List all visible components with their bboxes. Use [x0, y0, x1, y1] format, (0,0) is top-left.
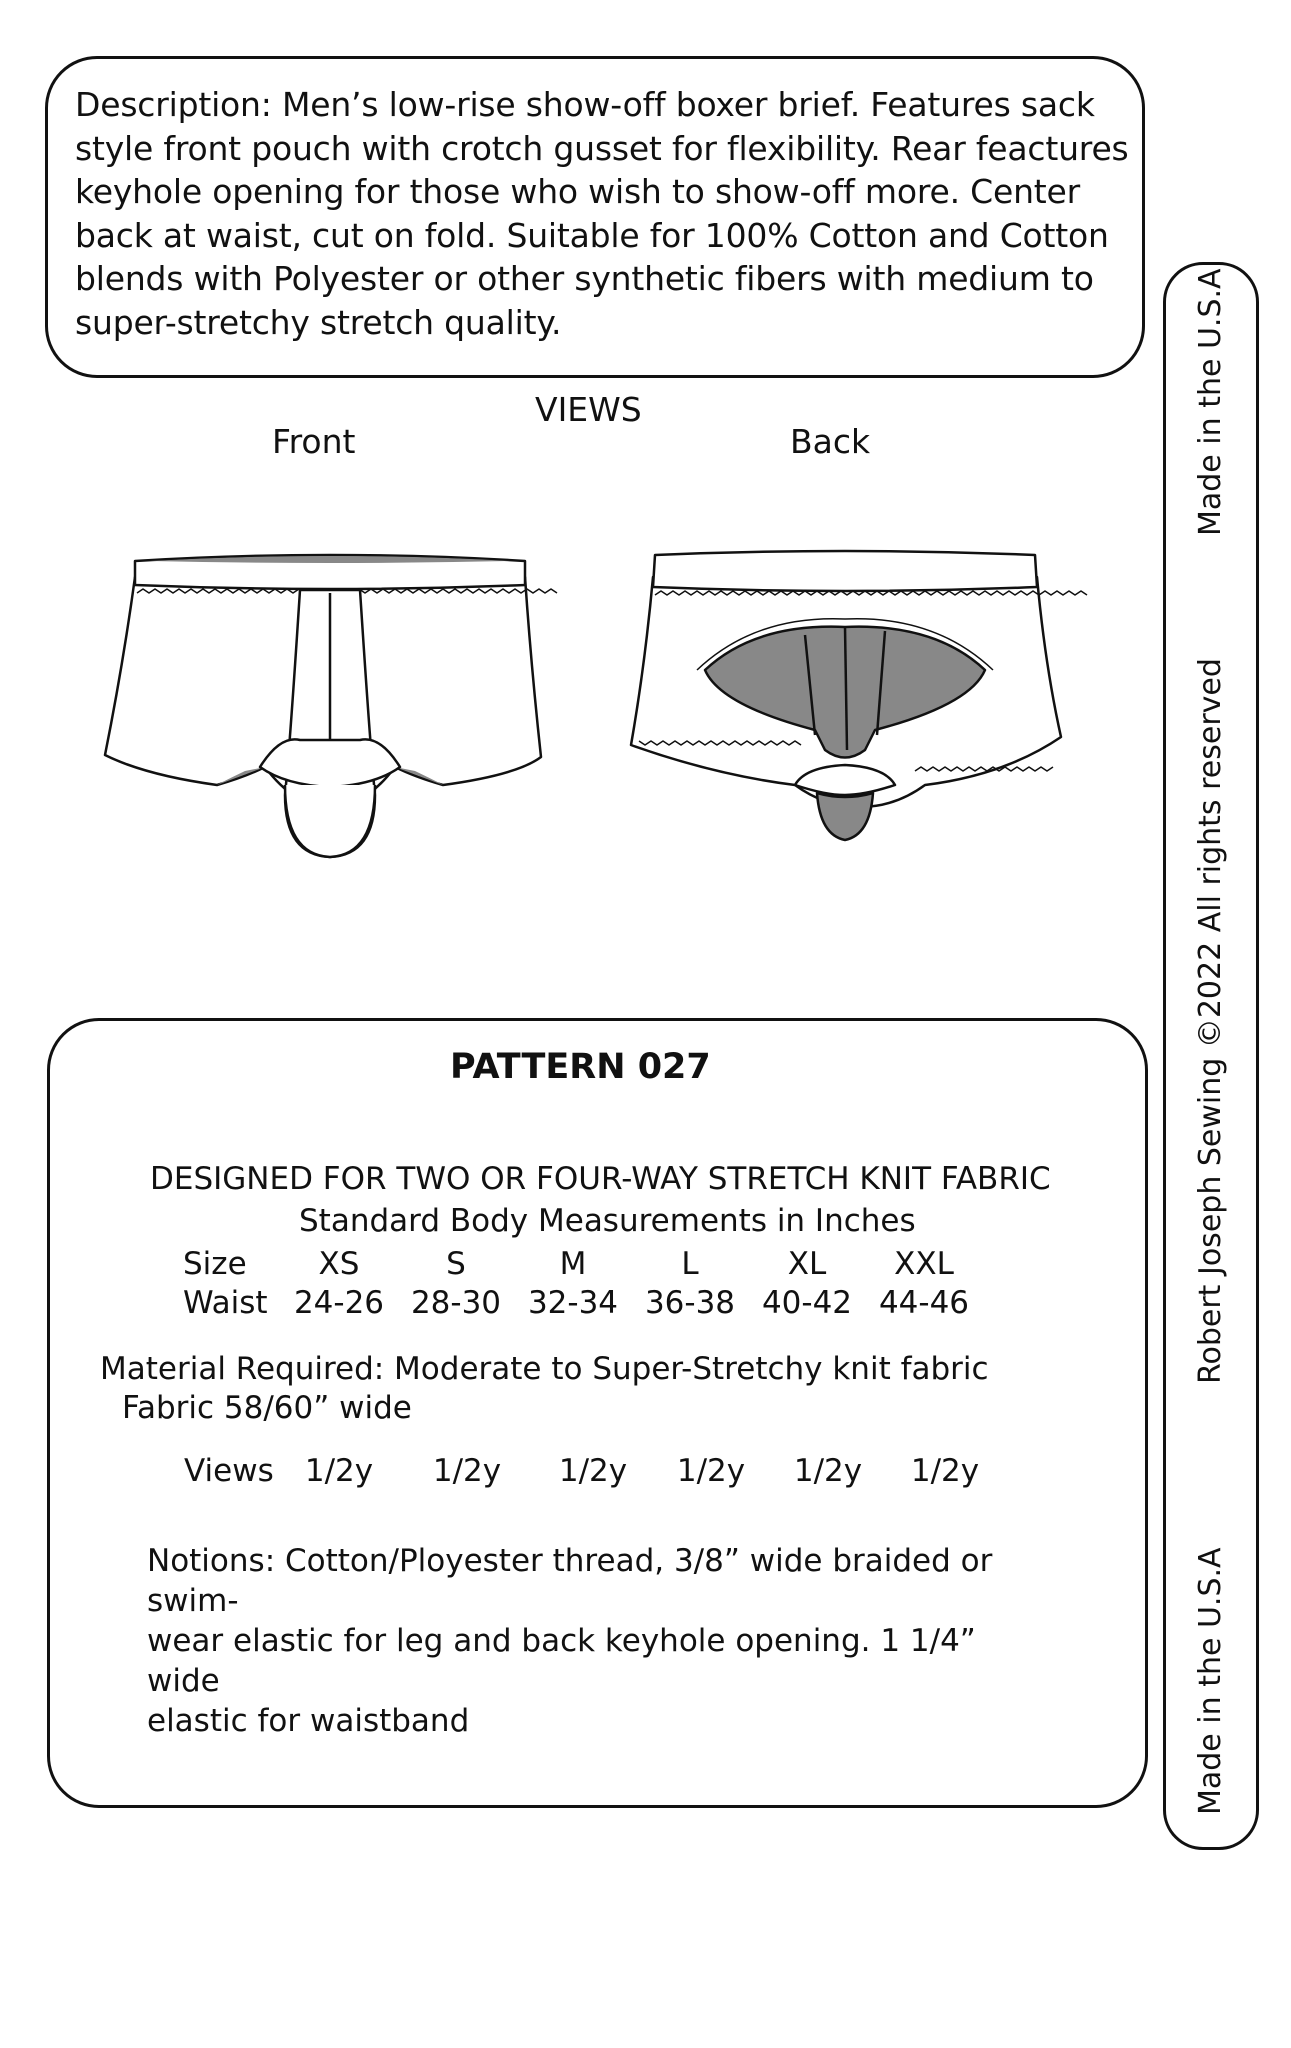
waist-cell: 40-42	[761, 1285, 853, 1321]
size-cell: M	[559, 1246, 587, 1282]
size-cell: S	[446, 1246, 466, 1282]
views-row-label: Views	[184, 1453, 274, 1489]
size-cell: L	[681, 1246, 699, 1282]
size-cell: XXL	[894, 1246, 954, 1282]
front-view-illustration	[95, 545, 575, 885]
pattern-title: PATTERN 027	[450, 1047, 711, 1087]
waist-row-label: Waist	[183, 1285, 268, 1321]
material-required-text: Material Required: Moderate to Super-Stretchy knit fabric	[100, 1351, 989, 1387]
yardage-cell: 1/2y	[432, 1453, 502, 1489]
standard-measurements-heading: Standard Body Measurements in Inches	[299, 1203, 916, 1239]
back-pouch-shadow	[817, 793, 873, 840]
front-view-label: Front	[272, 422, 356, 461]
yardage-cell: 1/2y	[676, 1453, 746, 1489]
made-in-usa-top: Made in the U.S.A	[1193, 268, 1228, 536]
size-cell: XS	[318, 1246, 360, 1282]
made-in-usa-bottom: Made in the U.S.A	[1193, 1547, 1228, 1815]
size-cell: XL	[787, 1246, 827, 1282]
description-box	[45, 56, 1145, 378]
designed-for-text: DESIGNED FOR TWO OR FOUR-WAY STRETCH KNIT FABRIC	[150, 1161, 1051, 1197]
yardage-cell: 1/2y	[793, 1453, 863, 1489]
yardage-cell: 1/2y	[304, 1453, 374, 1489]
size-row-label: Size	[183, 1246, 247, 1282]
views-title: VIEWS	[535, 390, 642, 429]
description-text: Description: Men’s low-rise show-off boxer brief. Features sack style front pouch with crotch gusset for flexibility. Rear feactures keyhole opening for those who wish to show-off more. Center back at waist, cut on fold. Suitable for 100% Cotton and Cotton blends with Polyester or other synthetic fibers with medium to super-stretchy stretch quality.	[75, 85, 1129, 342]
notions-text: Notions: Cotton/Ployester thread, 3/8” wide braided or swim- wear elastic for leg and back keyhole opening. 1 1/4” wide elastic for waistband	[147, 1543, 993, 1739]
front-pouch-lower	[285, 785, 375, 857]
waist-cell: 32-34	[527, 1285, 619, 1321]
back-waistband	[653, 551, 1037, 591]
waist-cell: 36-38	[644, 1285, 736, 1321]
waist-cell: 28-30	[410, 1285, 502, 1321]
pattern-info-box	[47, 1018, 1148, 1808]
back-view-illustration	[625, 545, 1105, 885]
yardage-cell: 1/2y	[558, 1453, 628, 1489]
copyright-text: Robert Joseph Sewing ©2022 All rights reserved	[1193, 658, 1228, 1384]
yardage-cell: 1/2y	[910, 1453, 980, 1489]
fabric-width-text: Fabric 58/60” wide	[122, 1390, 412, 1426]
waist-cell: 24-26	[293, 1285, 385, 1321]
waist-cell: 44-46	[878, 1285, 970, 1321]
back-view-label: Back	[790, 422, 871, 461]
